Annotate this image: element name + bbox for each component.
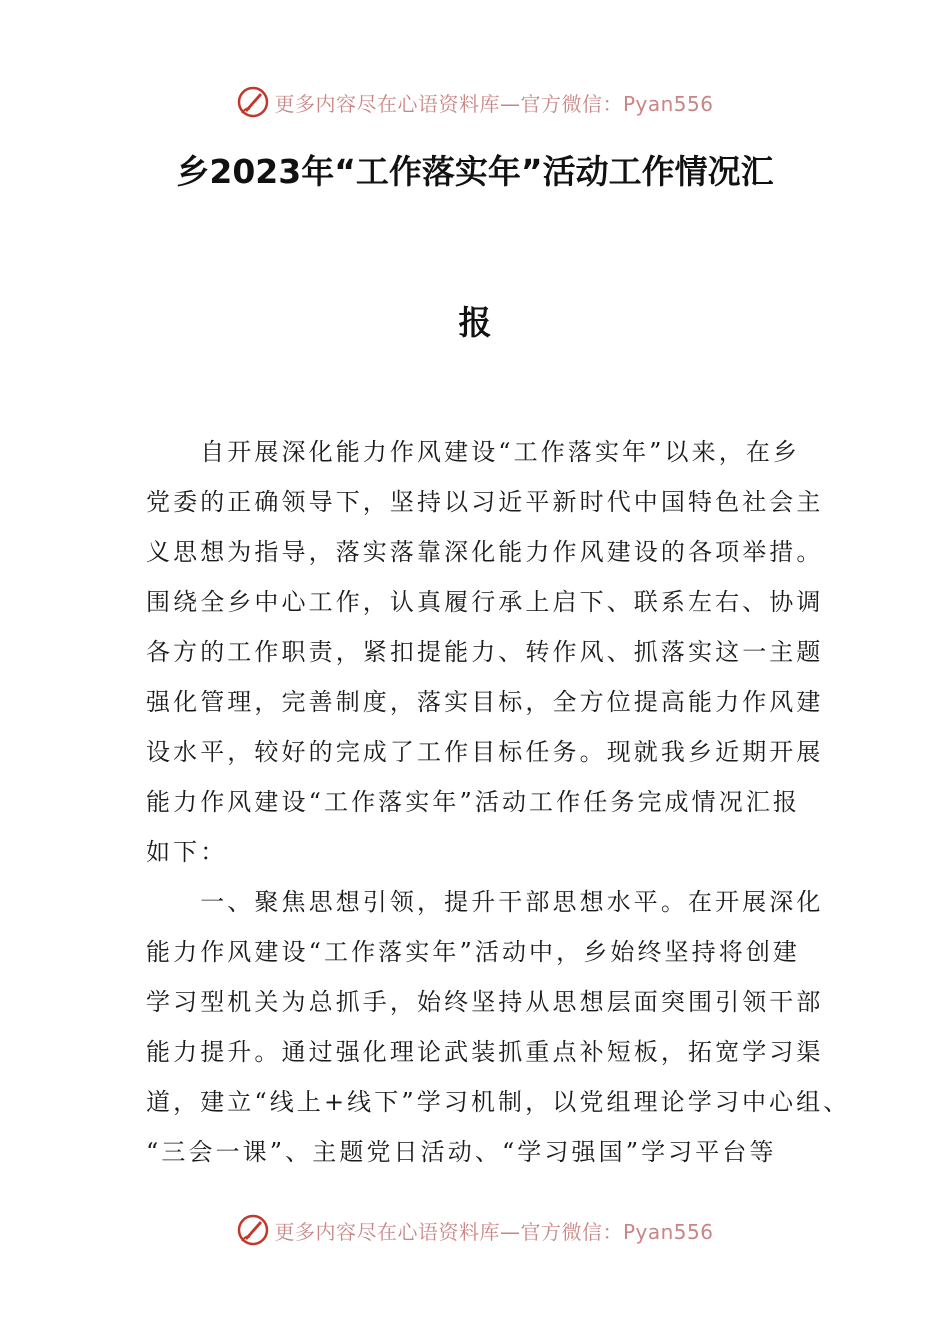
text-line: 围绕全乡中心工作，认真履行承上启下、联系左右、协调	[146, 588, 824, 616]
body-text	[146, 427, 851, 1177]
text-line: 义思想为指导，落实落靠深化能力作风建设的各项举措。	[146, 538, 824, 566]
text-line: 学习型机关为总抓手，始终坚持从思想层面突围引领干部	[146, 988, 824, 1016]
watermark-header	[0, 82, 950, 122]
text-line: 能力作风建设“工作落实年”活动中，乡始终坚持将创建	[146, 938, 801, 966]
text-line: 能力提升。通过强化理论武装抓重点补短板，拓宽学习渠	[146, 1038, 824, 1066]
text-line: 党委的正确领导下，坚持以习近平新时代中国特色社会主	[146, 488, 824, 516]
document-title-line-1: 乡2023年“工作落实年”活动工作情况汇	[176, 152, 774, 191]
text-line: 道，建立“线上+线下”学习机制，以党组理论学习中心组、	[146, 1088, 851, 1116]
text-line: 自开展深化能力作风建设“工作落实年”以来，在乡	[146, 438, 801, 466]
watermark-footer	[0, 1210, 950, 1250]
text-line: 能力作风建设“工作落实年”活动工作任务完成情况汇报	[146, 788, 801, 816]
text-line: 一、聚焦思想引领，提升干部思想水平。在开展深化	[146, 888, 824, 916]
quill-logo-icon	[236, 1213, 270, 1247]
document-title-line-2: 报	[458, 303, 492, 342]
text-line: “三会一课”、主题党日活动、“学习强国”学习平台等	[146, 1138, 777, 1166]
quill-logo-icon	[236, 85, 270, 119]
watermark-text: 更多内容尽在心语资料库—官方微信：Pyan556	[274, 91, 714, 116]
text-line: 如下：	[146, 838, 228, 866]
text-line: 设水平，较好的完成了工作目标任务。现就我乡近期开展	[146, 738, 824, 766]
text-line: 各方的工作职责，紧扣提能力、转作风、抓落实这一主题	[146, 638, 824, 666]
text-line: 强化管理，完善制度，落实目标，全方位提高能力作风建	[146, 688, 824, 716]
watermark-text: 更多内容尽在心语资料库—官方微信：Pyan556	[274, 1219, 714, 1244]
